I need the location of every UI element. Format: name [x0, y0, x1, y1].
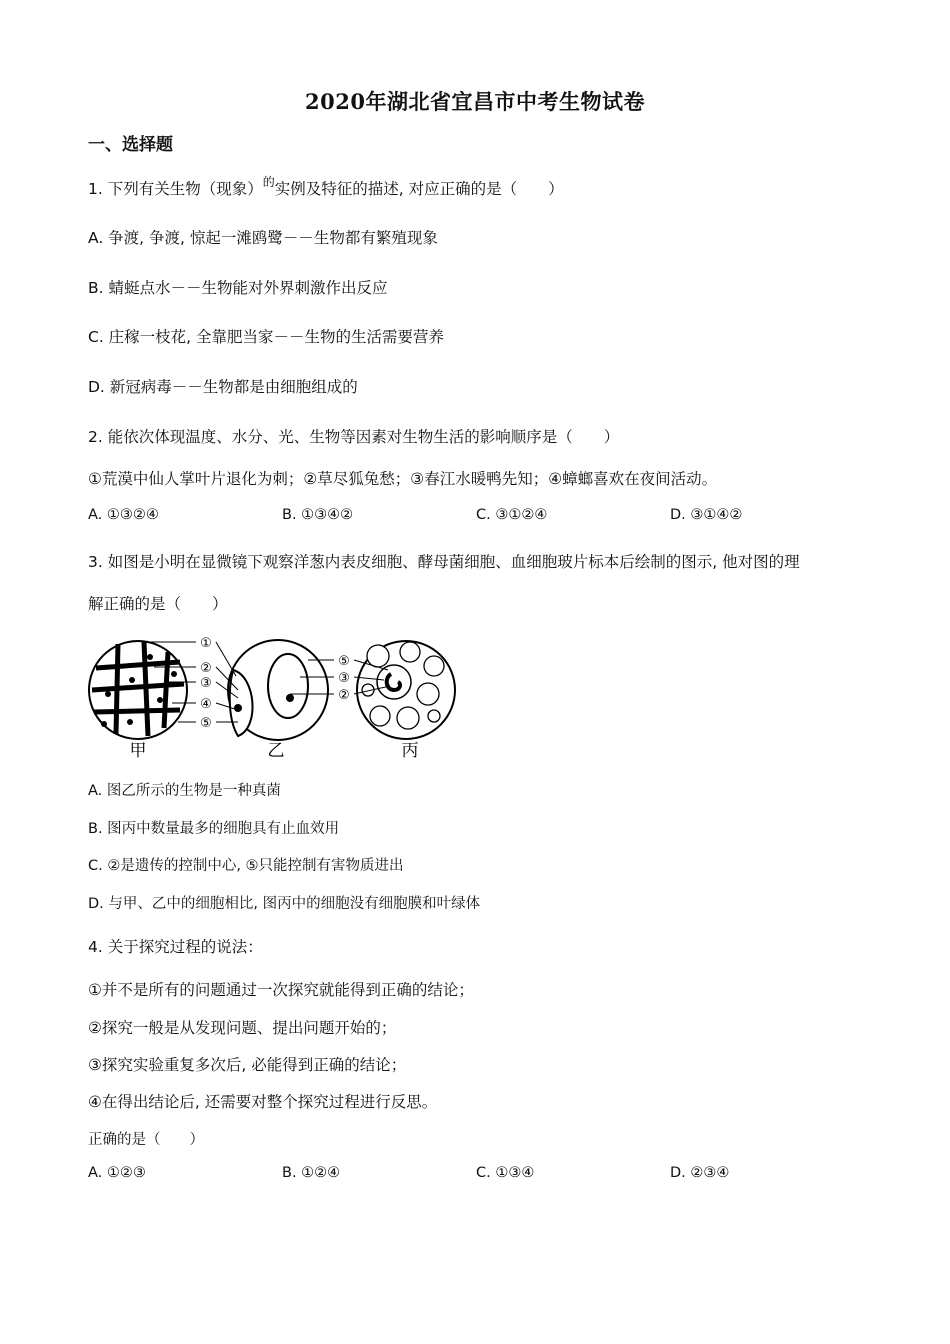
q1-option-c: C. 庄稼一枝花, 全靠肥当家－－生物的生活需要营养: [88, 328, 445, 346]
q3-stem-line2: 解正确的是（ ）: [88, 595, 228, 613]
q2-stem: 2. 能依次体现温度、水分、光、生物等因素对生物生活的影响顺序是（ ）: [88, 428, 620, 446]
q2-option-b: B. ①③④②: [282, 507, 354, 523]
section-heading: 一、选择题: [88, 135, 173, 155]
q3-option-d: D. 与甲、乙中的细胞相比, 图丙中的细胞没有细胞膜和叶绿体: [88, 896, 481, 912]
caption-bing: 丙: [401, 741, 419, 761]
figure-jia-onion-cells: [89, 641, 187, 739]
q1-option-d: D. 新冠病毒－－生物都是由细胞组成的: [88, 378, 358, 396]
paper-title: 2020年湖北省宜昌市中考生物试卷: [305, 89, 645, 114]
q4-item-2: ②探究一般是从发现问题、提出问题开始的；: [88, 1019, 397, 1037]
q2-items: ①荒漠中仙人掌叶片退化为刺；②草尽狐兔愁；③春江水暖鸭先知；④蟑螂喜欢在夜间活动。: [88, 470, 718, 488]
q4-stem: 4. 关于探究过程的说法：: [88, 938, 263, 956]
half-cell-drawing: [230, 670, 253, 736]
figure-label-mid-5: ⑤: [338, 654, 350, 669]
q1-option-a: A. 争渡, 争渡, 惊起一滩鸥鹭－－生物都有繁殖现象: [88, 229, 438, 247]
q2-option-d: D. ③①④②: [670, 507, 743, 523]
q4-prompt: 正确的是（ ）: [88, 1132, 204, 1148]
q1-stem: [88, 175, 564, 199]
q4-option-d: D. ②③④: [670, 1165, 730, 1181]
q4-option-c: C. ①③④: [476, 1165, 535, 1181]
q4-item-4: ④在得出结论后, 还需要对整个探究过程进行反思。: [88, 1093, 438, 1111]
q2-option-a: A. ①③②④: [88, 507, 159, 523]
figure-label-3: ③: [200, 676, 212, 691]
q2-option-c: C. ③①②④: [476, 507, 548, 523]
q4-item-3: ③探究实验重复多次后, 必能得到正确的结论；: [88, 1056, 407, 1074]
q1-stem-part-a: 1. 下列有关生物（现象）: [88, 180, 263, 199]
caption-yi: 乙: [267, 741, 285, 761]
q1-option-b: B. 蜻蜓点水－－生物能对外界刺激作出反应: [88, 279, 388, 297]
q1-stem-superscript: 的: [262, 175, 275, 189]
figure-label-mid-2: ②: [338, 688, 350, 703]
q3-option-a: A. 图乙所示的生物是一种真菌: [88, 783, 281, 799]
q4-option-b: B. ①②④: [282, 1165, 341, 1181]
caption-jia: 甲: [129, 741, 147, 761]
q4-option-a: A. ①②③: [88, 1165, 146, 1181]
q3-option-c: C. ②是遗传的控制中心, ⑤只能控制有害物质进出: [88, 858, 404, 874]
q4-item-1: ①并不是所有的问题通过一次探究就能得到正确的结论；: [88, 981, 474, 999]
cell-figure: [88, 630, 468, 765]
figure-label-1: ①: [200, 636, 212, 651]
q3-stem-line1: 3. 如图是小明在显微镜下观察洋葱内表皮细胞、酵母菌细胞、血细胞玻片标本后绘制的图示, 他对图的理: [88, 553, 800, 571]
figure-label-5: ⑤: [200, 716, 212, 731]
q1-stem-part-b: 实例及特征的描述, 对应正确的是（ ）: [274, 180, 564, 199]
figure-label-2: ②: [200, 661, 212, 676]
q3-option-b: B. 图丙中数量最多的细胞具有止血效用: [88, 821, 340, 837]
figure-label-4: ④: [200, 697, 212, 712]
figure-label-mid-3: ③: [338, 671, 350, 686]
half-cell-nucleus: [234, 704, 242, 712]
